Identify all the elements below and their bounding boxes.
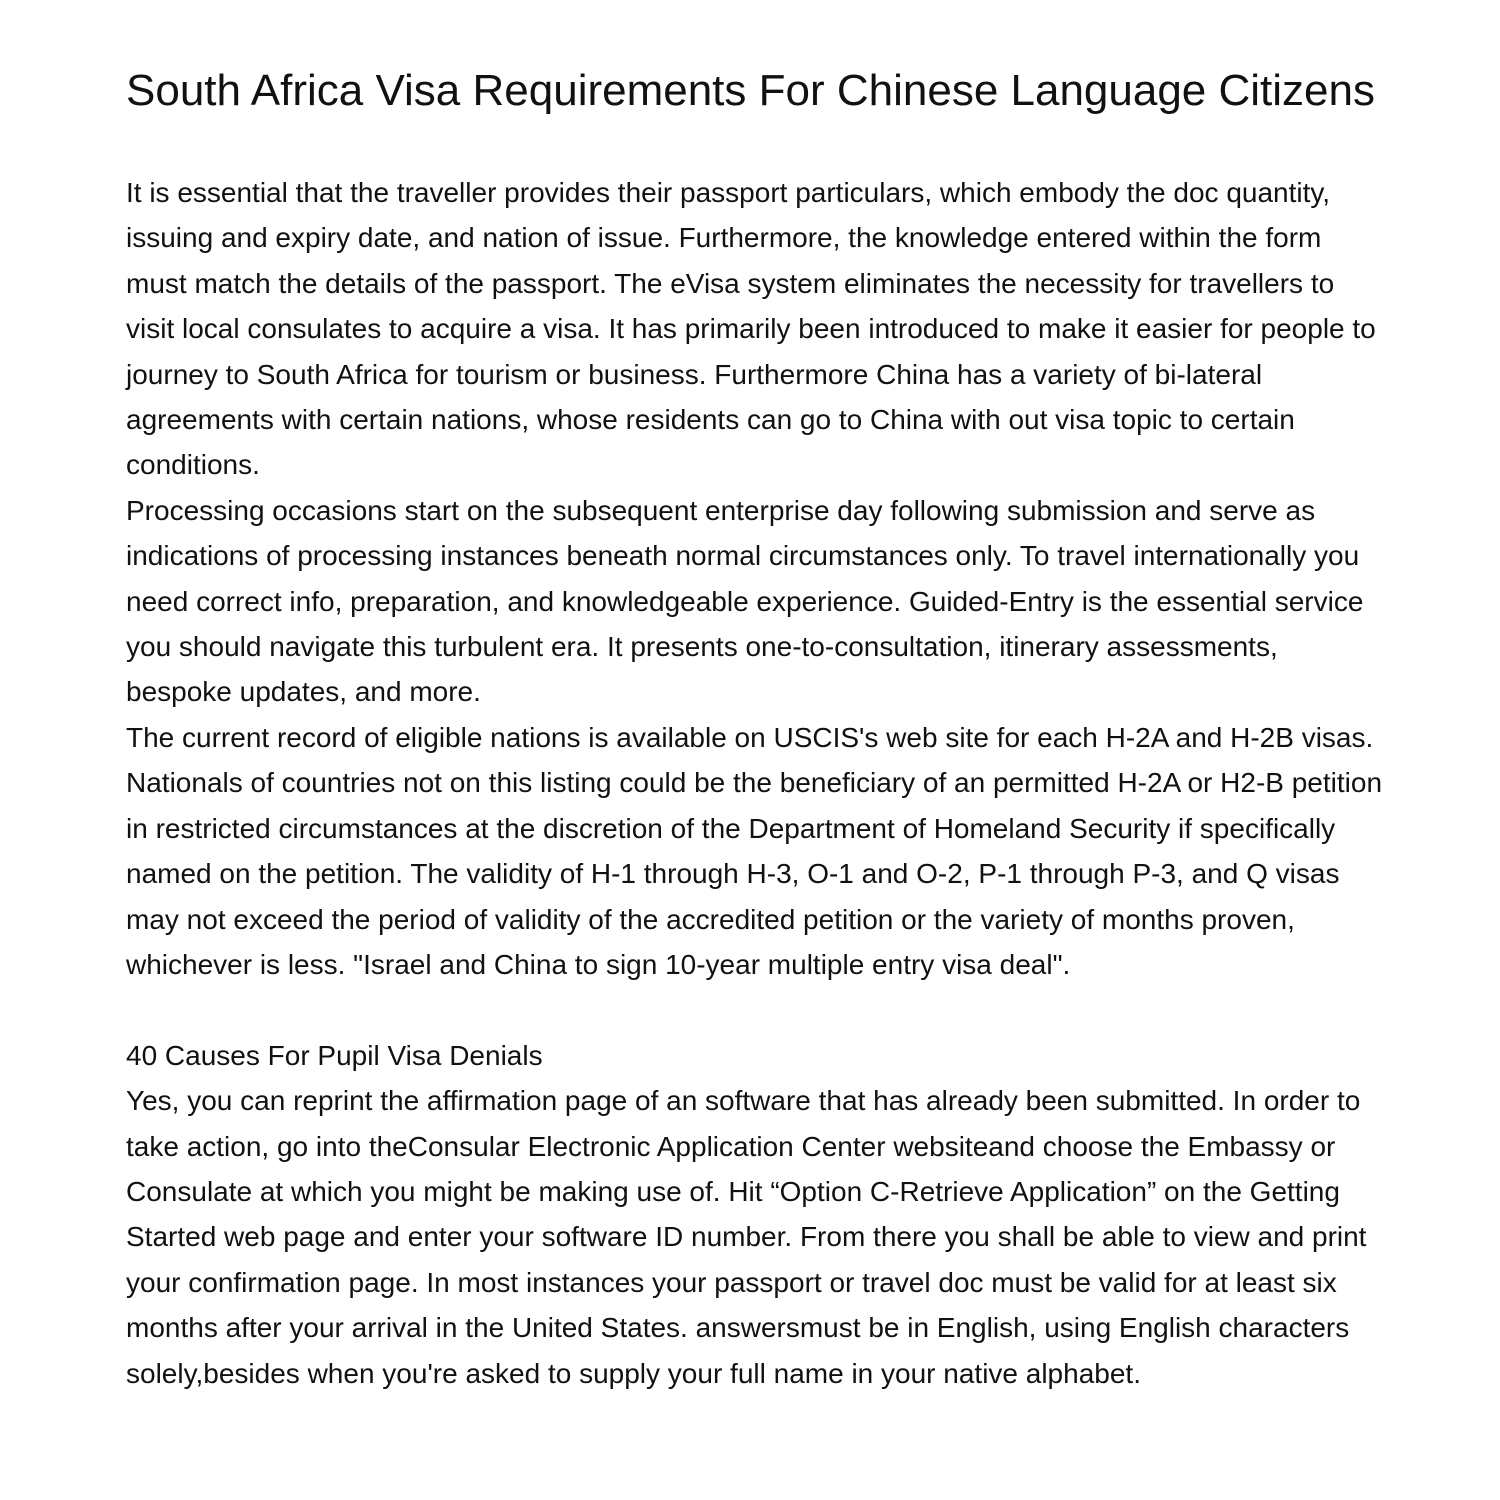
document-body (126, 170, 1388, 1396)
document-page (126, 68, 1388, 1396)
paragraph-passport-details: It is essential that the traveller provides their passport particulars, which embody the doc quantity, issuing and expiry date, and nation of issue. Furthermore, the knowledge entered within the form must match the details of the passport. The eVisa system eliminates the necessity for travellers to visit local consulates to acquire a visa. It has primarily been introduced to make it easier for people to journey to South Africa for tourism or business. Furthermore China has a variety of bi-lateral agreements with certain nations, whose residents can go to China with out visa topic to certain conditions. (126, 177, 1376, 481)
paragraph-eligible-nations: The current record of eligible nations is available on USCIS's web site for each H-2A and H-2B visas. Nationals of countries not on this listing could be the beneficiary of an permitted H-2A or H2-B petition in restricted circumstances at the discretion of the Department of Homeland Security if specifically named on the petition. The validity of H-1 through H-3, O-1 and O-2, P-1 through P-3, and Q visas may not exceed the period of validity of the accredited petition or the variety of months proven, whichever is less. "Israel and China to sign 10-year multiple entry visa deal". (126, 721, 1383, 980)
page-title: South Africa Visa Requirements For Chinese Language Citizens (126, 66, 1375, 115)
section-heading: 40 Causes For Pupil Visa Denials (126, 1039, 543, 1071)
paragraph-reprint-confirmation: Yes, you can reprint the affirmation page of an software that has already been submitted. In order to take action, go into theConsular Electronic Application Center websiteand choose the Embassy or Consulate at which you might be making use of. Hit “Option C-Retrieve Application” on the Getting Started web page and enter your software ID number. From there you shall be able to view and print your confirmation page. In most instances your passport or travel doc must be valid for at least six months after your arrival in the United States. answersmust be in English, using English characters solely,besides when you're asked to supply your full name in your native alphabet. (126, 1085, 1367, 1389)
paragraph-processing-times: Processing occasions start on the subsequent enterprise day following submission and serve as indications of processing instances beneath normal circumstances only. To travel internationally you need correct info, preparation, and knowledgeable experience. Guided-Entry is the essential service you should navigate this turbulent era. It presents one-to-consultation, itinerary assessments, bespoke updates, and more. (126, 494, 1364, 708)
